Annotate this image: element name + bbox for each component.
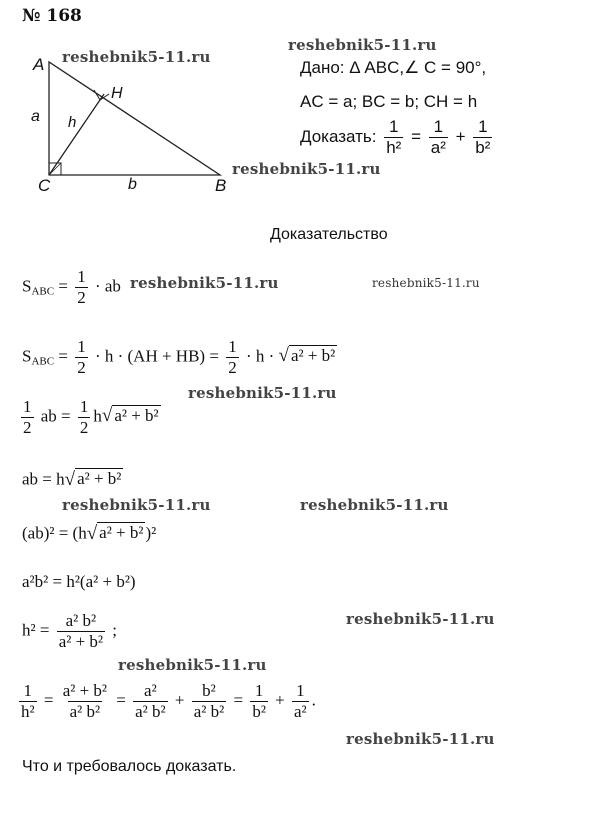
side-b-label: b [128,176,137,193]
watermark-3: reshebnik5-11.ru [232,160,381,178]
area-subscript: ABC [31,285,55,298]
frac-den: 2 [79,417,89,437]
prove-mid-num: 1 [433,117,444,136]
proof-line-8: $\frac{1}{\text{h²}}$ = $\frac{\text{a² + b²}}{\text{a² b²}}$ = $\frac{\text{a²}}{\text{a² b²}}$ + $\frac{\text{b²}}{\text{a² b²}}$ = $\frac{1}{\text{b²}}$ + $\frac{1}{\text{a²}}$ . [21,681,316,721]
frac-num: 1 [77,337,86,356]
prove-left-num: 1 [389,117,399,136]
proof-line-7 [22,612,117,651]
expr-right: )² [145,523,157,543]
area-symbol: S [22,276,32,296]
frac-num: 1 [254,681,264,700]
expr-left: ab = h [22,469,65,489]
frac-num: 1 [296,681,305,700]
side-h-label: h [68,114,77,131]
watermark-5: reshebnik5-11.ru [372,276,480,290]
frac-den: 2 [23,417,32,437]
watermark-7: reshebnik5-11.ru [62,496,211,514]
watermark-6: reshebnik5-11.ru [188,384,337,402]
expr-mid: ab = [36,406,75,426]
watermark-11: reshebnik5-11.ru [346,730,495,748]
sqrt: √ a² + b² [86,522,144,544]
expr-left: h² = [22,620,54,640]
area-symbol: S [22,346,32,366]
watermark-9: reshebnik5-11.ru [346,610,495,628]
vertex-a-label: A [33,55,45,74]
expr-mid: · h · [241,346,279,366]
watermark-4: reshebnik5-11.ru [130,274,279,292]
expr-rest: · ab [90,276,121,296]
conclusion: Что и требовалось доказать. [22,758,237,775]
watermark-2: reshebnik5-11.ru [288,36,437,54]
radicand: a² + b² [77,469,122,488]
proof-line-5 [22,522,156,544]
proof-line-1 [22,268,121,307]
h-symbol: h [93,406,102,426]
prove-left-den: h² [386,137,402,157]
frac-den: a² b² [69,701,101,721]
watermark-10: reshebnik5-11.ru [118,656,267,674]
prove-mid-den: a² [430,137,446,157]
watermark-8: reshebnik5-11.ru [300,496,449,514]
vertex-b-label: B [215,176,227,195]
watermark-1: reshebnik5-11.ru [62,48,211,66]
frac-den: 2 [77,287,86,307]
radicand: a² + b² [99,523,144,542]
prove-line: Доказать: $\frac{1}{\text{h²}}$ = $\frac{1}{\text{a²}}$ + $\frac{1}{\text{b²}}$ [300,117,491,157]
right-angle-h [94,90,109,100]
frac-den: b² [252,701,266,721]
side-a-label: a [31,108,40,125]
prove-label: Доказать: [300,126,377,146]
frac-den: h² [21,701,35,721]
proof-line-2 [22,338,337,377]
vertex-h-label: H [111,85,123,102]
frac-num: 1 [79,397,89,416]
prove-right-den: b² [475,137,491,157]
frac-num: 1 [23,681,33,700]
equals: = [54,346,73,366]
equals: = [54,276,73,296]
frac-num: a² [144,681,157,700]
frac-den: 2 [77,357,86,377]
frac-num: 1 [228,337,237,356]
proof-heading: Доказательство [270,226,388,243]
frac-num: 1 [77,267,86,286]
frac-den: 2 [228,357,237,377]
right-angle-c-diag [49,163,61,175]
proof-line-3 [18,398,161,437]
radicand: a² + b² [290,345,336,365]
frac-den: a² + b² [58,631,104,651]
frac-num: a² b² [65,611,97,630]
given-line-1: Дано: Δ ABC,∠ C = 90°, [300,58,487,77]
expr-mid: · h · (AH + HB) = [90,346,224,366]
frac-den: a² b² [193,701,225,721]
area-subscript: ABC [31,355,55,368]
frac-num: b² [202,681,216,700]
expr-right: ; [108,620,117,640]
problem-number: № 168 [22,6,82,26]
given-line-2: AC = a; BC = b; CH = h [300,92,478,111]
frac-den: a² [294,701,307,721]
frac-den: a² b² [135,701,166,721]
sqrt: √ a² + b² [101,405,159,427]
frac-num: 1 [23,397,32,416]
sqrt: √ a² + b² [278,345,336,367]
radicand: a² + b² [114,405,159,425]
proof-line-4 [22,468,123,490]
proof-line-6: a²b² = h²(a² + b²) [22,572,136,591]
expr-left: (ab)² = (h [22,523,87,543]
sqrt: √ a² + b² [64,468,122,490]
vertex-c-label: C [38,176,51,195]
frac-num: a² + b² [62,681,108,700]
prove-right-num: 1 [478,117,488,136]
